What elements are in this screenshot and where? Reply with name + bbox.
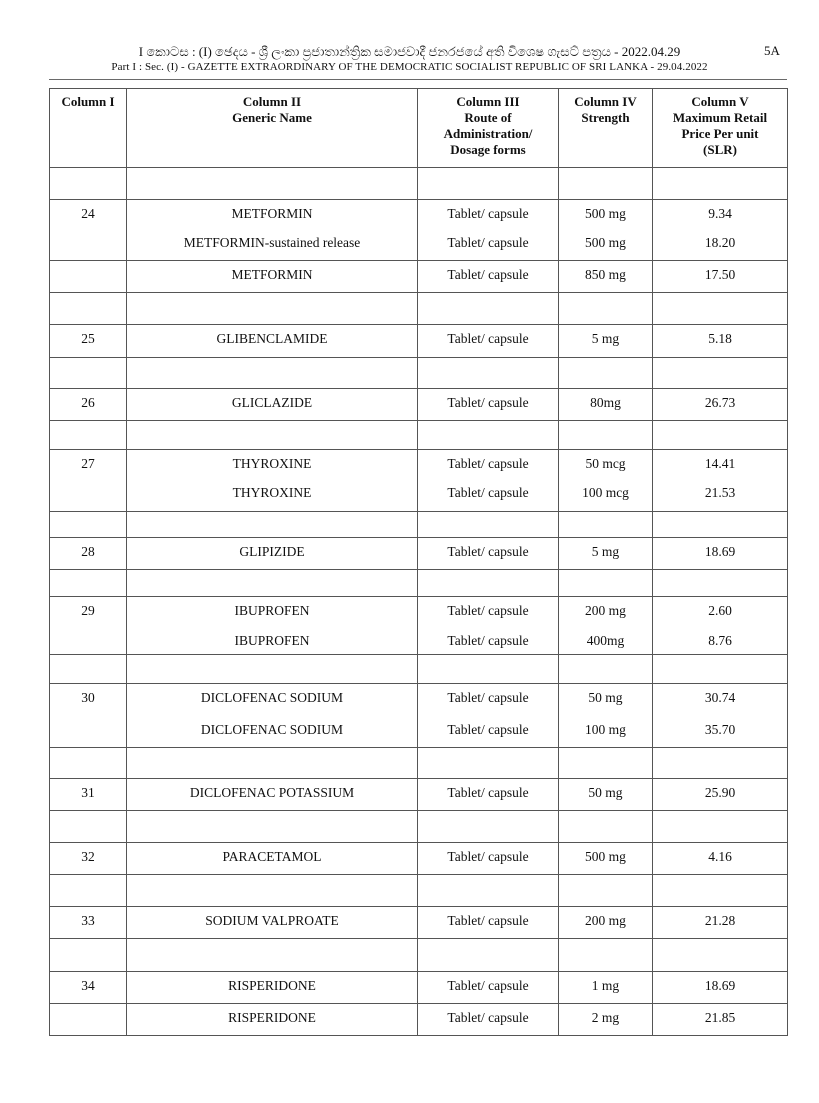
col-header-3 — [418, 89, 559, 168]
generic-name-cell: IBUPROFEN — [127, 597, 418, 627]
generic-name-cell: GLIPIZIDE — [127, 538, 418, 570]
item-number-cell: 28 — [50, 538, 127, 570]
price-table — [49, 88, 788, 1036]
table-body — [50, 168, 788, 1036]
item-number-cell — [50, 512, 127, 538]
route-form-cell: Tablet/ capsule — [418, 479, 559, 512]
strength-cell — [559, 168, 653, 200]
col-header-line: Maximum Retail — [672, 110, 768, 125]
strength-cell: 50 mcg — [559, 450, 653, 479]
generic-name-cell: SODIUM VALPROATE — [127, 907, 418, 939]
strength-cell: 500 mg — [559, 200, 653, 229]
item-number-cell — [50, 811, 127, 843]
col-header-line: Column I — [61, 94, 115, 109]
item-number-cell — [50, 479, 127, 512]
col-header-line: Column III — [456, 94, 520, 109]
max-retail-price-cell: 5.18 — [653, 325, 788, 358]
route-form-cell — [418, 875, 559, 907]
route-form-cell: Tablet/ capsule — [418, 907, 559, 939]
max-retail-price-cell: 30.74 — [653, 684, 788, 716]
generic-name-cell: GLICLAZIDE — [127, 389, 418, 421]
item-number-cell — [50, 716, 127, 748]
strength-cell — [559, 570, 653, 597]
max-retail-price-cell — [653, 168, 788, 200]
generic-name-cell: DICLOFENAC SODIUM — [127, 716, 418, 748]
max-retail-price-cell: 21.85 — [653, 1004, 788, 1036]
spacer-row — [50, 655, 788, 684]
col-header-line: Price Per unit — [681, 126, 759, 141]
table-row — [50, 684, 788, 716]
route-form-cell — [418, 421, 559, 450]
max-retail-price-cell: 17.50 — [653, 261, 788, 293]
table-row — [50, 325, 788, 358]
strength-cell — [559, 358, 653, 389]
route-form-cell: Tablet/ capsule — [418, 538, 559, 570]
strength-cell: 100 mcg — [559, 479, 653, 512]
item-number-cell — [50, 421, 127, 450]
generic-name-cell: DICLOFENAC SODIUM — [127, 684, 418, 716]
strength-cell — [559, 293, 653, 325]
table-row — [50, 972, 788, 1004]
page-header — [0, 0, 819, 80]
page-number: 5A — [764, 43, 780, 58]
max-retail-price-cell — [653, 811, 788, 843]
col-header-line: Column V — [691, 94, 749, 109]
route-form-cell: Tablet/ capsule — [418, 779, 559, 811]
header-sinhala-line: I කොටස : (I) ඡෙදය - ශ්‍රී ලංකා ප්‍රජාතාන්ත්‍රික සමාජවාදී ජනරජයේ අති විශෙෂ ගැසට් පත්‍රය - 2022.04.29 — [138, 44, 681, 59]
strength-cell: 5 mg — [559, 325, 653, 358]
spacer-row — [50, 358, 788, 389]
strength-cell: 200 mg — [559, 597, 653, 627]
item-number-cell — [50, 570, 127, 597]
generic-name-cell — [127, 512, 418, 538]
item-number-cell: 32 — [50, 843, 127, 875]
max-retail-price-cell — [653, 570, 788, 597]
spacer-row — [50, 512, 788, 538]
max-retail-price-cell: 25.90 — [653, 779, 788, 811]
table-header-row — [50, 89, 788, 168]
generic-name-cell — [127, 811, 418, 843]
generic-name-cell: RISPERIDONE — [127, 972, 418, 1004]
table-row — [50, 1004, 788, 1036]
strength-cell: 200 mg — [559, 907, 653, 939]
strength-cell — [559, 811, 653, 843]
route-form-cell: Tablet/ capsule — [418, 229, 559, 261]
table-row — [50, 843, 788, 875]
strength-cell: 500 mg — [559, 843, 653, 875]
generic-name-cell: THYROXINE — [127, 479, 418, 512]
table-row — [50, 716, 788, 748]
table-row — [50, 907, 788, 939]
item-number-cell: 34 — [50, 972, 127, 1004]
route-form-cell: Tablet/ capsule — [418, 1004, 559, 1036]
max-retail-price-cell: 18.69 — [653, 538, 788, 570]
strength-cell: 850 mg — [559, 261, 653, 293]
strength-cell: 50 mg — [559, 684, 653, 716]
spacer-row — [50, 811, 788, 843]
route-form-cell — [418, 655, 559, 684]
item-number-cell: 31 — [50, 779, 127, 811]
strength-cell: 2 mg — [559, 1004, 653, 1036]
route-form-cell — [418, 570, 559, 597]
item-number-cell — [50, 627, 127, 655]
route-form-cell: Tablet/ capsule — [418, 325, 559, 358]
max-retail-price-cell: 4.16 — [653, 843, 788, 875]
generic-name-cell — [127, 875, 418, 907]
max-retail-price-cell: 35.70 — [653, 716, 788, 748]
spacer-row — [50, 168, 788, 200]
strength-cell — [559, 655, 653, 684]
generic-name-cell — [127, 421, 418, 450]
max-retail-price-cell: 26.73 — [653, 389, 788, 421]
strength-cell: 80mg — [559, 389, 653, 421]
route-form-cell — [418, 293, 559, 325]
item-number-cell — [50, 358, 127, 389]
route-form-cell: Tablet/ capsule — [418, 597, 559, 627]
col-header-line: Strength — [581, 110, 630, 125]
col-header-line: Administration/ — [443, 126, 533, 141]
strength-cell: 500 mg — [559, 229, 653, 261]
max-retail-price-cell: 8.76 — [653, 627, 788, 655]
max-retail-price-cell: 9.34 — [653, 200, 788, 229]
generic-name-cell — [127, 939, 418, 972]
item-number-cell: 24 — [50, 200, 127, 229]
col-header-1 — [50, 89, 127, 168]
table-row — [50, 779, 788, 811]
col-header-line: Generic Name — [232, 110, 312, 125]
generic-name-cell: METFORMIN — [127, 200, 418, 229]
item-number-cell — [50, 875, 127, 907]
generic-name-cell — [127, 168, 418, 200]
route-form-cell — [418, 168, 559, 200]
generic-name-cell — [127, 358, 418, 389]
max-retail-price-cell — [653, 421, 788, 450]
route-form-cell — [418, 811, 559, 843]
strength-cell — [559, 512, 653, 538]
max-retail-price-cell — [653, 875, 788, 907]
max-retail-price-cell — [653, 748, 788, 779]
item-number-cell — [50, 293, 127, 325]
route-form-cell: Tablet/ capsule — [418, 684, 559, 716]
item-number-cell — [50, 1004, 127, 1036]
table-row — [50, 261, 788, 293]
max-retail-price-cell: 21.53 — [653, 479, 788, 512]
route-form-cell: Tablet/ capsule — [418, 627, 559, 655]
item-number-cell: 29 — [50, 597, 127, 627]
table-row — [50, 389, 788, 421]
generic-name-cell: IBUPROFEN — [127, 627, 418, 655]
col-header-2 — [127, 89, 418, 168]
route-form-cell: Tablet/ capsule — [418, 200, 559, 229]
route-form-cell — [418, 748, 559, 779]
strength-cell — [559, 421, 653, 450]
generic-name-cell — [127, 570, 418, 597]
max-retail-price-cell — [653, 512, 788, 538]
item-number-cell: 33 — [50, 907, 127, 939]
strength-cell — [559, 748, 653, 779]
spacer-row — [50, 421, 788, 450]
item-number-cell — [50, 939, 127, 972]
col-header-4 — [559, 89, 653, 168]
max-retail-price-cell: 2.60 — [653, 597, 788, 627]
generic-name-cell: METFORMIN — [127, 261, 418, 293]
route-form-cell — [418, 512, 559, 538]
spacer-row — [50, 570, 788, 597]
spacer-row — [50, 875, 788, 907]
route-form-cell: Tablet/ capsule — [418, 389, 559, 421]
spacer-row — [50, 293, 788, 325]
table-row — [50, 597, 788, 627]
col-header-line: Route of — [464, 110, 512, 125]
item-number-cell — [50, 655, 127, 684]
route-form-cell: Tablet/ capsule — [418, 843, 559, 875]
max-retail-price-cell: 18.20 — [653, 229, 788, 261]
strength-cell: 400mg — [559, 627, 653, 655]
generic-name-cell — [127, 293, 418, 325]
route-form-cell — [418, 358, 559, 389]
max-retail-price-cell — [653, 293, 788, 325]
max-retail-price-cell — [653, 939, 788, 972]
item-number-cell: 27 — [50, 450, 127, 479]
col-header-5 — [653, 89, 788, 168]
col-header-line: (SLR) — [703, 142, 737, 157]
strength-cell: 100 mg — [559, 716, 653, 748]
max-retail-price-cell: 14.41 — [653, 450, 788, 479]
generic-name-cell: PARACETAMOL — [127, 843, 418, 875]
item-number-cell: 30 — [50, 684, 127, 716]
route-form-cell — [418, 939, 559, 972]
item-number-cell — [50, 261, 127, 293]
col-header-line: Dosage forms — [450, 142, 526, 157]
table-row — [50, 229, 788, 261]
item-number-cell — [50, 748, 127, 779]
generic-name-cell: THYROXINE — [127, 450, 418, 479]
generic-name-cell — [127, 748, 418, 779]
generic-name-cell: METFORMIN-sustained release — [127, 229, 418, 261]
table-row — [50, 200, 788, 229]
generic-name-cell: GLIBENCLAMIDE — [127, 325, 418, 358]
strength-cell: 5 mg — [559, 538, 653, 570]
strength-cell: 50 mg — [559, 779, 653, 811]
strength-cell — [559, 875, 653, 907]
generic-name-cell: RISPERIDONE — [127, 1004, 418, 1036]
spacer-row — [50, 748, 788, 779]
strength-cell: 1 mg — [559, 972, 653, 1004]
max-retail-price-cell — [653, 655, 788, 684]
col-header-line: Column II — [242, 94, 302, 109]
col-header-line: Column IV — [574, 94, 637, 109]
max-retail-price-cell: 21.28 — [653, 907, 788, 939]
max-retail-price-cell — [653, 358, 788, 389]
item-number-cell — [50, 168, 127, 200]
item-number-cell: 26 — [50, 389, 127, 421]
table-row — [50, 479, 788, 512]
route-form-cell: Tablet/ capsule — [418, 716, 559, 748]
route-form-cell: Tablet/ capsule — [418, 972, 559, 1004]
route-form-cell: Tablet/ capsule — [418, 261, 559, 293]
item-number-cell — [50, 229, 127, 261]
header-divider — [49, 79, 787, 80]
strength-cell — [559, 939, 653, 972]
table-row — [50, 538, 788, 570]
item-number-cell: 25 — [50, 325, 127, 358]
spacer-row — [50, 939, 788, 972]
route-form-cell: Tablet/ capsule — [418, 450, 559, 479]
generic-name-cell — [127, 655, 418, 684]
generic-name-cell: DICLOFENAC POTASSIUM — [127, 779, 418, 811]
header-english-line: Part I : Sec. (I) - GAZETTE EXTRAORDINARY OF THE DEMOCRATIC SOCIALIST REPUBLIC OF SRI LANKA - 29.04.2022 — [111, 61, 708, 73]
max-retail-price-cell: 18.69 — [653, 972, 788, 1004]
table-row — [50, 627, 788, 655]
table-row — [50, 450, 788, 479]
